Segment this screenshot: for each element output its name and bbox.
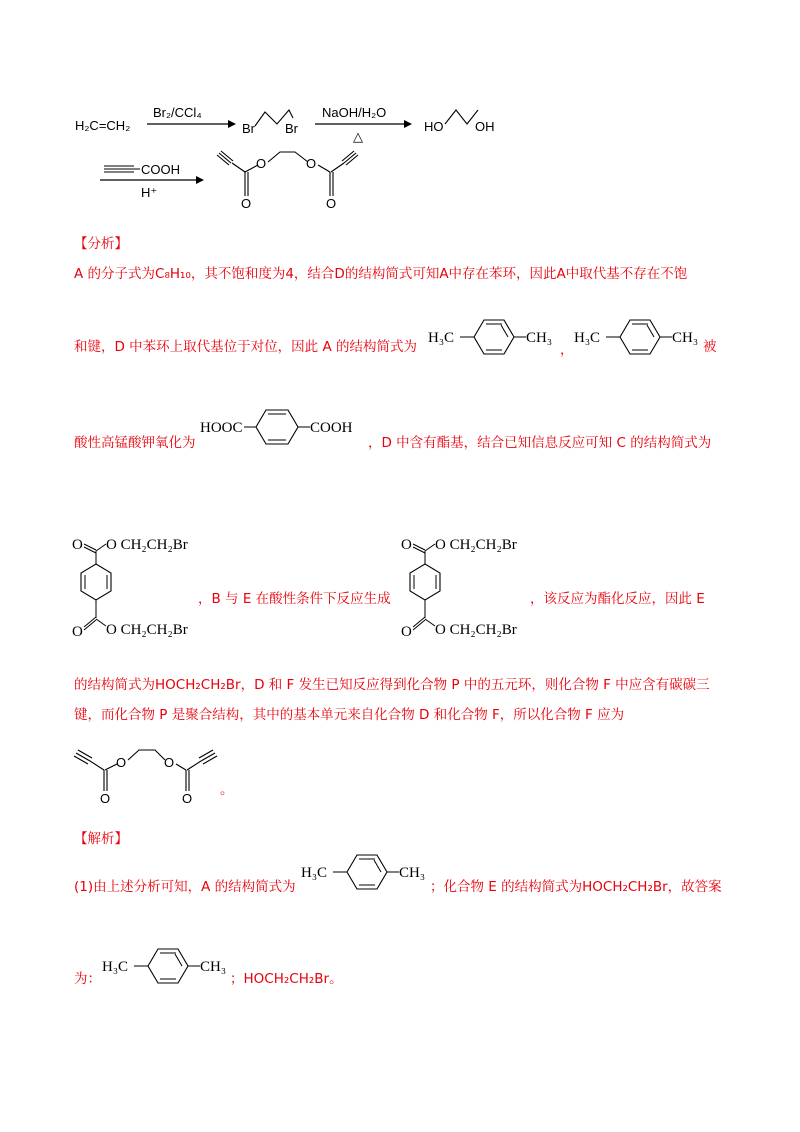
- analysis-line-3b: ，D 中含有酯基，结合已知信息反应可知 C 的结构简式为: [368, 435, 712, 451]
- c-o-top: O: [72, 537, 83, 553]
- reaction-scheme: [0, 0, 800, 220]
- xylene-4-right: CH₃: [200, 959, 227, 975]
- reagent-1: Br₂/CCl₄: [153, 105, 202, 120]
- glycol-oh: OH: [475, 119, 495, 134]
- ethylene-label: H₂C=CH₂: [75, 118, 131, 133]
- analysis-line-2c: 被: [703, 339, 717, 355]
- carbonyl-o1: O: [241, 196, 252, 211]
- analysis-line-1: A 的分子式为C₈H₁₀，其不饱和度为4，结合D的结构简式可知A中存在苯环，因此A中取代基不存在不饱: [74, 266, 688, 282]
- structure-compound-c-2: [401, 530, 551, 650]
- xylene-3-right: CH₃: [399, 865, 426, 881]
- xylene-2-left: H₃C: [574, 330, 601, 346]
- reagent-2: NaOH/H₂O: [322, 105, 387, 120]
- diacid-left: HOOC: [200, 420, 243, 436]
- c2-o-top: O: [401, 537, 412, 553]
- analysis-line-5: 的结构简式为HOCH₂CH₂Br，D 和 F 发生已知反应得到化合物 P 中的五元环，则化合物 F 中应含有碳碳三: [74, 677, 710, 693]
- glycol-ho: HO: [424, 119, 444, 134]
- analysis-line-7-end: 。: [220, 782, 234, 798]
- f-o2: O: [164, 755, 175, 770]
- xylene-1-right: CH₃: [526, 330, 553, 346]
- ester-o2: O: [306, 156, 317, 171]
- ester-o1: O: [256, 156, 267, 171]
- answer-heading: 【解析】: [74, 831, 128, 847]
- analysis-line-4a: ，B 与 E 在酸性条件下反应生成: [198, 591, 391, 607]
- analysis-line-3a: 酸性高锰酸钾氧化为: [74, 435, 196, 451]
- structure-compound-f: [72, 745, 232, 805]
- carbonyl-o2: O: [326, 196, 337, 211]
- diester-product: [217, 151, 358, 196]
- f-o3: O: [100, 791, 111, 806]
- dibromide-br-right: Br: [285, 121, 298, 136]
- c2-o-bottom: O: [401, 624, 412, 640]
- analysis-line-2b: ，: [560, 342, 574, 358]
- answer-line-1b: ；化合物 E 的结构简式为HOCH₂CH₂Br，故答案: [430, 879, 722, 895]
- structure-terephthalic-acid: [200, 405, 370, 455]
- answer-line-2b: ；HOCH₂CH₂Br。: [230, 971, 343, 987]
- reagent-3: COOH: [141, 162, 180, 177]
- answer-line-1a: (1)由上述分析可知，A 的结构简式为: [74, 879, 296, 895]
- analysis-line-6: 键，而化合物 P 是聚合结构，其中的基本单元来自化合物 D 和化合物 F，所以化合物 F 应为: [74, 707, 625, 723]
- xylene-4-left: H₃C: [102, 959, 129, 975]
- structure-xylene-2: [574, 315, 704, 365]
- xylene-3-left: H₃C: [301, 865, 328, 881]
- xylene-1-left: H₃C: [428, 330, 455, 346]
- c-o-bottom: O: [72, 624, 83, 640]
- structure-xylene-3: [301, 850, 431, 900]
- answer-line-2a: 为：: [74, 971, 101, 987]
- structure-xylene-4: [102, 944, 232, 994]
- heat-symbol: △: [353, 129, 363, 144]
- diacid-right: COOH: [310, 420, 353, 436]
- c-chain-bottom: O CH₂CH₂Br: [106, 622, 188, 638]
- dibromide-br-left: Br: [242, 121, 255, 136]
- c-chain-top: O CH₂CH₂Br: [106, 537, 188, 553]
- analysis-line-4b: ，该反应为酯化反应，因此 E: [530, 591, 705, 607]
- glycol-chain: [445, 110, 478, 124]
- analysis-line-2a: 和键，D 中苯环上取代基位于对位，因此 A 的结构简式为: [74, 339, 418, 355]
- xylene-2-right: CH₃: [672, 330, 699, 346]
- condition-3: H⁺: [141, 185, 158, 200]
- structure-xylene-1: [428, 315, 558, 365]
- f-o4: O: [182, 791, 193, 806]
- c2-chain-bottom: O CH₂CH₂Br: [435, 622, 517, 638]
- analysis-heading: 【分析】: [74, 236, 128, 252]
- c2-chain-top: O CH₂CH₂Br: [435, 537, 517, 553]
- f-o1: O: [116, 755, 127, 770]
